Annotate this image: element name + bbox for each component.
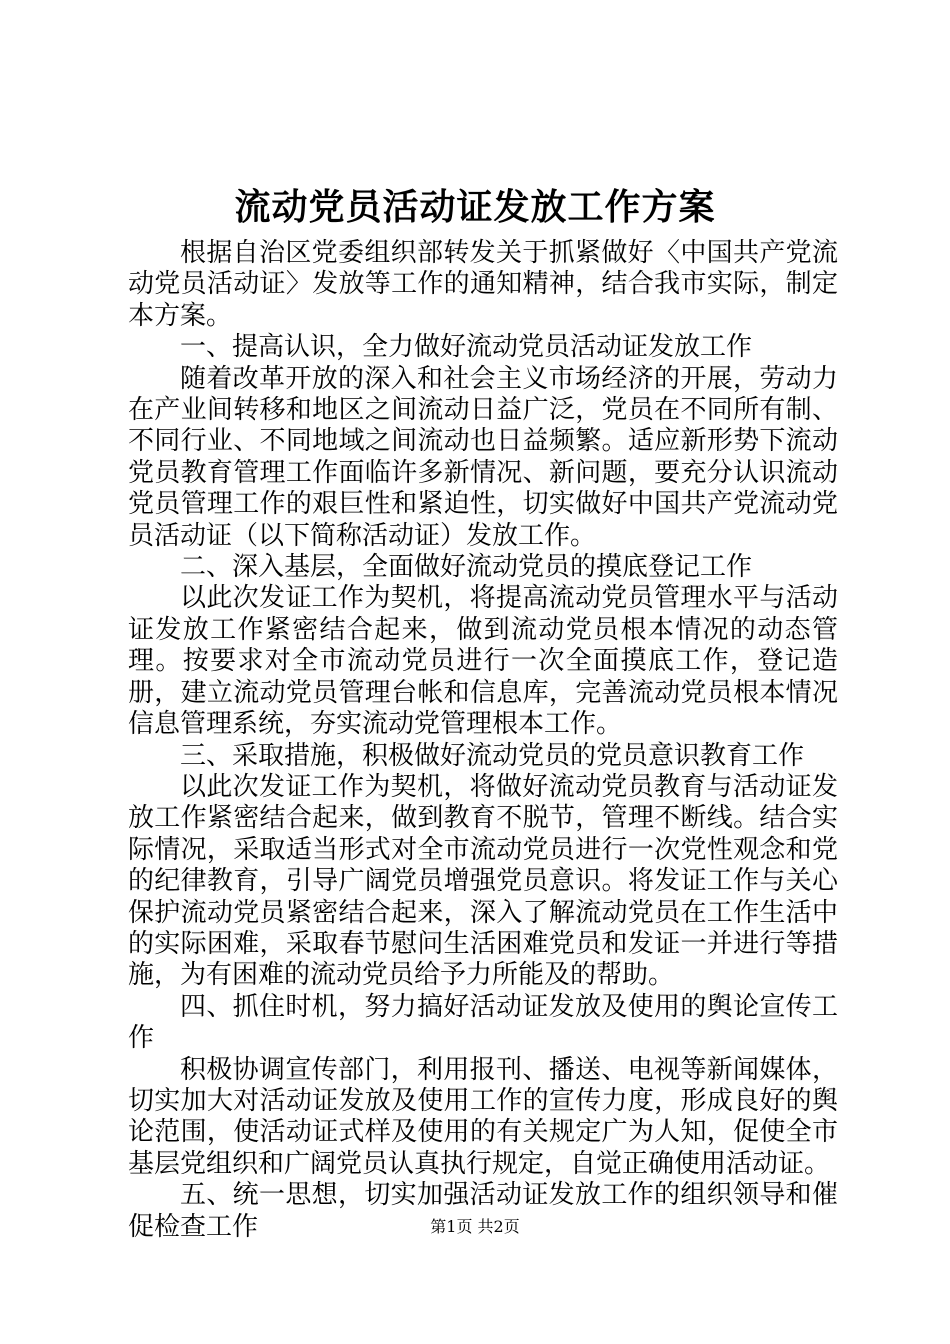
document-body [128,238,838,1243]
section-heading-1: 一、提高认识，全力做好流动党员活动证发放工作 [180,332,753,363]
section-paragraph-3: 以此次发证工作为契机，将做好流动党员教育与活动证发放工作紧密结合起来，做到教育不脱节，管理不断线。结合实际情况，采取适当形式对全市流动党员进行一次党性观念和党的纪律教育，引导广阔党员增强党员意识。将发证工作与关心保护流动党员紧密结合起来，深入了解流动党员在工作生活中的实际困难，采取春节慰问生活困难党员和发证一并进行等措施，为有困难的流动党员给予力所能及的帮助。 [128,771,838,991]
page-footer: 第1页 共2页 [430,1217,520,1236]
section-heading-5: 五、统一思想，切实加强活动证发放工作的组织领导和催促检查工作 [128,1180,838,1242]
intro-paragraph: 根据自治区党委组织部转发关于抓紧做好〈中国共产党流动党员活动证〉发放等工作的通知精神，结合我市实际，制定本方案。 [128,238,838,331]
section-paragraph-4: 积极协调宣传部门，利用报刊、播送、电视等新闻媒体，切实加大对活动证发放及使用工作的宣传力度，形成良好的舆论范围，使活动证式样及使用的有关规定广为人知，促使全市基层党组织和广阔党员认真执行规定，自觉正确使用活动证。 [128,1054,838,1179]
document-title: 流动党员活动证发放工作方案 [234,186,716,228]
section-heading-4: 四、抓住时机，努力搞好活动证发放及使用的舆论宣传工作 [128,991,838,1054]
section-paragraph-1: 随着改革开放的深入和社会主义市场经济的开展，劳动力在产业间转移和地区之间流动日益广泛，党员在不同所有制、不同行业、不同地域之间流动也日益频繁。适应新形势下流动党员教育管理工作面临许多新情况、新问题，要充分认识流动党员管理工作的艰巨性和紧迫性，切实做好中国共产党流动党员活动证（以下简称活动证）发放工作。 [128,363,838,551]
section-heading-2: 二、深入基层，全面做好流动党员的摸底登记工作 [180,552,753,583]
section-paragraph-2: 以此次发证工作为契机，将提高流动党员管理水平与活动证发放工作紧密结合起来，做到流动党员根本情况的动态管理。按要求对全市流动党员进行一次全面摸底工作，登记造册，建立流动党员管理台帐和信息库，完善流动党员根本情况信息管理系统，夯实流动党管理根本工作。 [128,583,838,740]
section-heading-3: 三、采取措施，积极做好流动党员的党员意识教育工作 [180,740,805,771]
